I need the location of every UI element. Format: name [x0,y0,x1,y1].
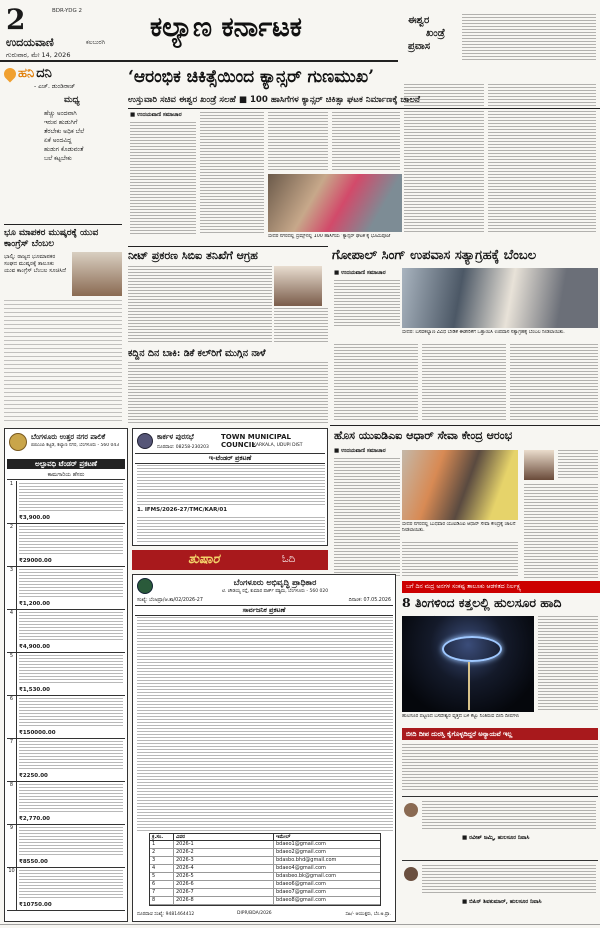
bda-ref: ಸಂಖ್ಯೆ: ಬೆಂಅಪ್ರಾ/ಆ.ಶಾ/02/2026-27 [137,598,203,603]
ad-subtitle: ಬಿಬಿಎಂಪಿ ಕಟ್ಟಡ, ಕಲ್ಯಾಣ ನಗರ, ಬೆಂಗಳೂರು - 560 043 [31,443,120,448]
divider [128,246,328,247]
halsoor-headline: 8 ತಿಂಗಳಿಂದ ಕತ್ತಲಲ್ಲಿ ಹುಲಸೂರ ಹಾದಿ [402,595,562,610]
poem-line: ಹೆಚ್ಚು ಅಂದವಾಗಿ [44,110,77,117]
table-cell-no: 3 [150,857,174,864]
tender-entry [7,782,125,825]
paper-name: ಉದಯವಾಣಿ [6,36,54,49]
divider [4,224,122,225]
table-cell-no: 1 [150,841,174,848]
night-photo [402,616,534,712]
street-light-icon [442,636,502,662]
tender-entry [7,610,125,653]
table-cell-no: 2 [150,849,174,856]
text-column [404,84,484,234]
table-cell-no: 4 [150,865,174,872]
text-column [19,784,123,812]
tender-entry [7,567,125,610]
entry-amount: ₹1,200.00 [19,601,50,607]
text-column [19,741,123,769]
text-column [422,865,596,895]
quote-attribution: ■ ರವೀಶ್‌ ಜಮ್ಮಿ, ಹುಲಸೂರ ನಿವಾಸಿ [462,835,530,841]
entry-body [17,825,125,867]
column-header: ಕ್ರ.ಸಂ. [150,834,174,840]
halsoor-pullquote: ಬೀದಿ ದೀಪ ದುರಸ್ತಿ ಕೈಗೊಳ್ಳದಿದ್ದರೆ ಅನ್ಯಾಯವೆ ಇಲ್ಲ [402,728,598,740]
section-title: ಕಲ್ಯಾಣ ಕರ್ನಾಟಕ [150,12,302,43]
entry-number: 2 [7,524,17,566]
poem-line: ಬಲೆ ಕಟ್ಟಬೇಕು [44,155,72,162]
text-column [19,827,123,855]
text-column [422,801,596,831]
tushar-brand: ತುಷಾರ [188,552,220,567]
text-column [4,300,122,424]
ad-title: ಬೆಂಗಳೂರು ಉತ್ತರ ನಗರ ಪಾಲಿಕೆ [31,433,106,441]
text-column [19,698,123,726]
honey-drop-icon [2,65,19,82]
table-cell-email[interactable]: bdaeo8@gmail.com [276,897,326,903]
table-row [150,841,380,849]
text-column [402,542,518,578]
tender-entry [7,825,125,868]
entry-amount: ₹150000.00 [19,730,56,736]
poem-line: ಏಕೆ ಅಂದವಿದ್ದ [44,137,72,144]
main-photo-caption: ಬೀದರ ನಗರದಲ್ಲಿ ಬ್ರಿಮ್ಸ್‌ನಲ್ಲಿ 100 ಹಾಸಿಗೆಯ ‘ಕ್ಯಾನ್ಸರ್‌ ಘಟಕ’ಕ್ಕೆ ಭೂಮಿಪೂಜೆ [268,234,391,239]
entry-amount: ₹8550.00 [19,859,48,865]
table-cell-item: 2026-4 [174,865,274,872]
bda-notice: ಸಾರ್ವಜನಿಕ ಪ್ರಕಟಣೆ [135,605,393,616]
council-notice: ಇ-ಟೆಂಡರ್‌ ಪ್ರಕಟಣೆ [135,453,325,464]
corp-logo-icon [9,433,27,451]
left-story-lead: ಭಾಲ್ಕಿ: ರಾಜ್ಯದ ಭೂಮಾಪಕರ ಸಂಘದ ಮುಷ್ಕರಕ್ಕೆ ತಾಲೂಕು ಯುವ ಕಾಂಗ್ರೆಸ್ ಬೆಂಬಲ ಸೂಚಿಸಿದೆ [4,254,66,274]
tender-entry [7,481,125,524]
person-photo [72,252,122,296]
text-column [137,517,325,543]
council-ref: 1. IFMS/2026-27/TMC/KAR/01 [137,507,228,513]
edition-label: BDR-YDG 2 [52,8,83,14]
text-column [402,744,598,792]
divider [128,108,600,109]
entry-amount: ₹4,900.00 [19,644,50,650]
tender-entry [7,653,125,696]
table-cell-email[interactable]: bdasbeo.bk@gmail.com [276,873,337,879]
table-cell-item: 2026-6 [174,881,274,888]
column-header: ವಿವರ [174,834,274,840]
table-cell-no: 6 [150,881,174,888]
table-cell-item: 2026-5 [174,873,274,880]
entry-body [17,481,125,523]
entry-body [17,567,125,609]
text-column [128,362,328,424]
text-column [19,870,123,898]
entry-amount: ₹29000.00 [19,558,52,564]
entry-number: 8 [7,782,17,824]
honey-suffix: ದನಿ [36,66,52,81]
table-cell-item: 2026-1 [174,841,274,848]
avatar [404,867,418,881]
person-photo [524,450,554,480]
text-column [274,308,328,344]
entry-body [17,696,125,738]
neet-headline: ನೀಟ್‌ ಪ್ರಕರಣ ಸಿಬಿಐ ತನಿಖೆಗೆ ಆಗ್ರಹ [128,249,258,262]
table-cell-item: 2026-8 [174,897,274,904]
tender-entry [7,868,125,911]
table-row [150,849,380,857]
tender-entry [7,524,125,567]
entry-number: 7 [7,739,17,781]
divider [330,425,600,426]
table-row [150,834,380,841]
text-column [334,344,418,422]
text-column [422,344,506,422]
notice-title: ಅಲ್ಪಾವಧಿ ಟೆಂಡರ್‌ ಪ್ರಕಟಣೆ [7,459,125,469]
poem-title: ಮಧ್ಯ [64,95,80,105]
text-column [488,84,596,234]
table-row [150,873,380,881]
entry-body [17,739,125,781]
table-cell-email[interactable]: bdaeo1@gmail.com [276,841,326,847]
entry-body [17,868,125,910]
tender-ad-bda [132,574,396,922]
side-word: ಈಶ್ವರ [408,15,430,26]
text-column [524,484,598,578]
tender-entry [7,696,125,739]
bda-dipr: DIPR/BDA/2026 [237,911,272,916]
entry-amount: ₹3,900.00 [19,515,50,521]
quote-box [402,796,598,858]
table-cell-email[interactable]: bdasbo.bhd@gmail.com [276,857,337,863]
bda-table [149,833,381,906]
council-title-en: TOWN MUNICIPAL COUNCIL [221,433,291,449]
bda-logo-icon [137,578,153,594]
table-cell-item: 2026-7 [174,889,274,896]
tushar-tail: ಓದಿ [282,554,296,565]
table-cell-email[interactable]: bdaeo2@gmail.com [276,849,326,855]
gopal-dateline: ■ ಉದಯವಾಣಿ ಸಮಾಚಾರ [334,270,386,276]
ceremony-photo [268,174,402,232]
table-body [150,841,380,905]
bda-signoff: ಸಹಿ/- ಆಯುಕ್ತರು, ಬೆಂ.ಅ.ಪ್ರಾ. [345,912,391,917]
column-header: ಇಮೇಲ್‌ [276,834,291,840]
bda-address: ಟಿ. ಚೌಡಯ್ಯ ರಸ್ತೆ, ಕುಮಾರ ಪಾರ್ಕ್‌ ಪಶ್ಚಿಮ, ಬೆಂಗಳೂರು - 560 020 [221,589,329,594]
table-cell-email[interactable]: bdaeo6@gmail.com [276,881,326,887]
table-cell-email[interactable]: bdaeo7@gmail.com [276,889,326,895]
poem-line: ಇರುವ ಹುಡುಗಿಗೆ [44,119,78,126]
entry-amount: ₹2250.00 [19,773,48,779]
entry-body [17,524,125,566]
main-dateline: ■ ಉದಯವಾಣಿ ಸಮಾಚಾರ [130,112,182,118]
text-column [19,569,123,597]
entry-number: 1 [7,481,17,523]
tender-entry [7,739,125,782]
issue-date: ಗುರುವಾರ, ಮೇ 14, 2026 [6,51,71,59]
dk-headline: ಕದ್ದಿನ ದಿನ ಬಾಕಿ: ಡಿಕೆ ಕಲ್‌ರಿಗೆ ಮುಗ್ಗಿನ ನಾಳೆ [128,348,266,359]
table-row [150,865,380,873]
city-name: ಕಲಬುರಗಿ [86,39,106,46]
bda-phone: ದೂರವಾಣಿ ಸಂಖ್ಯೆ: 9481464412 [137,912,195,917]
entry-number: 5 [7,653,17,695]
entry-amount: ₹10750.00 [19,902,52,908]
text-column [137,465,325,505]
text-column [268,112,328,172]
poem-line: ಹುಡುಗ ಕೊಡುವಂತೆ [44,146,84,153]
poem-line: ತೆರಬೇಕು ಅಧಿಕ ಬೆಲೆ [44,128,85,135]
text-column [538,616,598,712]
bda-date: ದಿನಾಂಕ: 07.05.2026 [348,598,391,603]
entry-body [17,653,125,695]
text-column [19,655,123,683]
text-column [332,112,400,172]
tender-ad-bangalore [4,428,128,922]
gopal-caption: ಬೀದರ: ಬಸವಕಲ್ಯಾಣ ವಿವಿಧ ಬೇಡಿಕೆ ಈಡೇರಿಕೆಗೆ ಒತ್ತಾಯಿಸಿ ಉಪವಾಸ ಸತ್ಯಾಗ್ರಹಕ್ಕೆ ಬೆಂಬಲ ನೀಡಲಾಯಿತು. [402,330,565,335]
aadhaar-dateline: ■ ಉದಯವಾಣಿ ಸಮಾಚಾರ [334,448,386,454]
text-column [200,112,264,234]
entry-body [17,782,125,824]
left-story-headline: ಭೂ ಮಾಪಕರ ಮುಷ್ಕರಕ್ಕೆ ಯುವ ಕಾಂಗ್ರೆಸ್ ಬೆಂಬಲ [4,228,99,249]
gopal-headline: ಗೋಪಾಲ್‌ ಸಿಂಗ್‌ ಉಪವಾಸ ಸತ್ಯಾಗ್ರಹಕ್ಕೆ ಬೆಂಬಲ [332,248,537,263]
text-column [19,483,123,511]
side-word: ಖಂಡ್ರೆ [426,28,445,39]
bottom-rule [0,924,600,925]
council-title-kn: ಕಾರ್ಕಳ ಪುರಸಭೆ [157,433,194,441]
aadhaar-headline: ಹೊಸ ಯುಐಡಿಎಐ ಆಧಾರ್‌ ಸೇವಾ ಕೇಂದ್ರ ಆರಂಭ [334,429,513,442]
protest-photo [402,268,598,328]
text-column [137,617,393,831]
table-row [150,881,380,889]
quote-attribution: ■ ಬಿಪಿನ್‌ ಶಿವಕುಮಾರ್‌, ಹುಲಸೂರ ನಿವಾಸಿ [462,899,542,905]
table-header: ಕಾಮಗಾರಿಯ ಹೆಸರು [7,471,125,480]
table-row [150,889,380,897]
entry-number: 3 [7,567,17,609]
halsoor-caption: ಹುಲಸೂರ ಪಟ್ಟಣದ ಬಸವೇಶ್ವರ ವೃತ್ತದ ಬಳಿ ಕೆಟ್ಟು ನಿಂತಿರುವ ಬೀದಿ ದೀಪಗಳು [402,714,520,719]
side-word: ಪ್ರವಾಸ [408,41,431,52]
aadhaar-photo [402,450,518,520]
council-phone: ದೂರವಾಣಿ: 08258-230203 [157,445,209,450]
text-column [558,450,598,480]
tender-ad-town [132,428,328,546]
tushar-ad [132,550,328,570]
council-subtitle: KARKALA, UDUPI DIST [253,443,303,448]
aadhaar-caption: ಬೀದರ ನಗರದಲ್ಲಿ ಬುಧವಾರ ಯುಐಡಿಎಐ ಆಧಾರ್‌ ಸೇವಾ ಕೇಂದ್ರಕ್ಕೆ ಚಾಲನೆ ನೀಡಲಾಯಿತು. [402,522,516,533]
honey-prefix: ಹನಿ [18,66,35,81]
text-column [19,612,123,640]
text-column [19,526,123,554]
tender-list [7,481,125,911]
text-column [128,266,272,344]
lamp-pole [468,662,470,710]
entry-number: 10 [7,868,17,910]
table-row [150,897,380,905]
table-cell-no: 5 [150,873,174,880]
entry-number: 4 [7,610,17,652]
council-logo-icon [137,433,153,449]
main-headline: ‘ಆರಂಭಿಕ ಚಿಕಿತ್ಸೆಯಿಂದ ಕ್ಯಾನ್ಸರ್‌ ಗುಣಮುಖ’ [128,67,375,87]
poem-body [44,109,124,163]
text-column [462,14,596,60]
table-cell-item: 2026-2 [174,849,274,856]
halsoor-kicker: ಬಗೆ ದಿನ ಮದ್ರ ಅನಗಳ ಸಂಕಷ್ಟ ತಾಲೂಕು ಆಡಳಿತದ ನಿರ್ಲಕ್ಷ್ಯ [402,581,600,593]
entry-amount: ₹1,530.00 [19,687,50,693]
avatar [404,803,418,817]
honey-logo [4,66,124,81]
main-subhead: ಉಸ್ತುವಾರಿ ಸಚಿವ ಈಶ್ವರ ಖಂಡ್ರೆ ಸಲಹೆ ■ 100 ಹಾಸಿಗೆಗಳ ಕ್ಯಾನ್ಸರ್‌ ಚಿಕಿತ್ಸಾ ಘಟಕ ನಿರ್ಮಾಣಕ್ಕೆ ಚಾಲನೆ [128,95,421,105]
text-column [130,122,196,234]
table-cell-no: 7 [150,889,174,896]
page-number: 2 [6,3,26,36]
text-column [510,344,598,422]
honey-column [4,66,124,226]
entry-number: 6 [7,696,17,738]
table-cell-item: 2026-3 [174,857,274,864]
entry-amount: ₹2,770.00 [19,816,50,822]
bda-title: ಬೆಂಗಳೂರು ಅಭಿವೃದ್ಧಿ ಪ್ರಾಧಿಕಾರ [233,578,317,587]
table-cell-no: 8 [150,897,174,904]
masthead-side-words [400,14,460,53]
honey-byline: - ಎಚ್. ಡುಂಡಿರಾಜ್ [34,83,76,90]
table-cell-email[interactable]: bdaeo4@gmail.com [276,865,326,871]
table-row [150,857,380,865]
text-column [334,280,400,326]
person-photo [274,266,322,306]
quote-box [402,860,598,922]
entry-body [17,610,125,652]
entry-number: 9 [7,825,17,867]
text-column [334,458,400,578]
